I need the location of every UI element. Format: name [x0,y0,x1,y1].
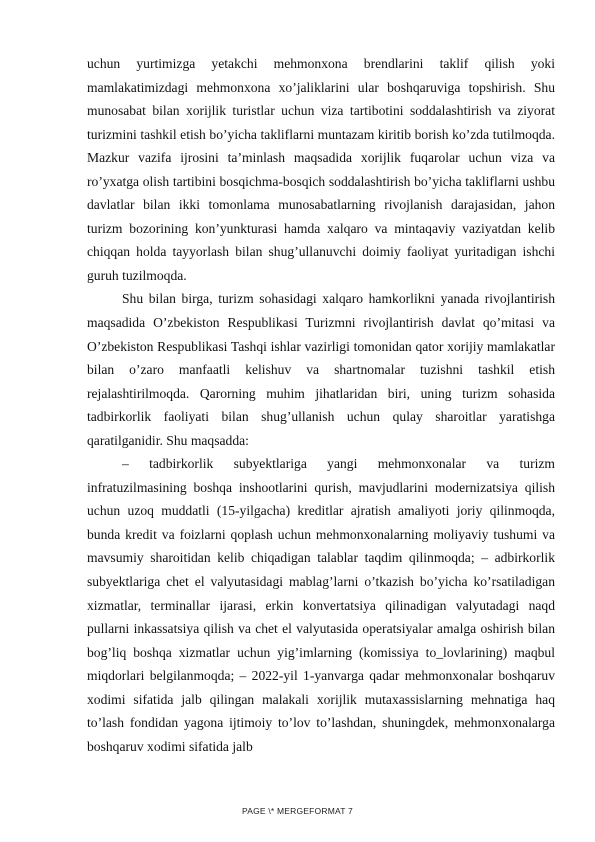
paragraph-2: Shu bilan birga, turizm sohasidagi xalqaro hamkorlikni yanada rivojlantirish maqsadida O’zbekiston Respublikasi Turizmni rivojlantirish davlat qo’mitasi va O’zbekiston Respublikasi Tashqi ishlar vazirligi tomonidan qator xorijiy mamlakatlar bilan o’zaro manfaatli kelishuv va shartnomalar tuzishni tashkil etish rejalashtirilmoqda. Qarorning muhim jihatlaridan biri, uning turizm sohasida tadbirkorlik faoliyati bilan shug’ullanish uchun qulay sharoitlar yaratishga qaratilganidir. Shu maqsadda: [87,291,555,448]
page-footer: PAGE \* MERGEFORMAT 7 [242,806,353,816]
paragraph-1: uchun yurtimizga yetakchi mehmonxona brendlarini taklif qilish yoki mamlakatimizdagi mehmonxona xo’jaliklarini ular boshqaruviga topshirish. Shu munosabat bilan xorijlik turistlar uchun viza tartibotini soddalashtirish va ziyorat turizmini tashkil etish bo’yicha takliflarni muntazam kiritib borish ko’zda tutilmoqda. Mazkur vazifa ijrosini ta’minlash maqsadida xorijlik fuqarolar uchun viza va ro’yxatga olish tartibini bosqichma-bosqich soddalashtirish bo’yicha takliflarni ushbu davlatlar bilan ikki tomonlama munosabatlarning rivojlanish darajasidan, jahon turizm bozorining kon’yunkturasi hamda xalqaro va mintaqaviy vaziyatdan kelib chiqqan holda tayyorlash bilan shug’ullanuvchi doimiy faoliyat yuritadigan ishchi guruh tuzilmoqda. [87,56,555,283]
paragraph-3: – tadbirkorlik subyektlariga yangi mehmonxonalar va turizm infratuzilmasining boshqa inshootlarini qurish, mavjudlarini modernizatsiya qilish uchun uzoq muddatli (15-yilgacha) kreditlar ajratish amaliyoti joriy qilinmoqda, bunda kredit va foizlarni qoplash uchun mehmonxonalarning moliyaviy tushumi va mavsumiy sharoitidan kelib chiqadigan talablar taqdim qilinmoqda; – adbirkorlik subyektlariga chet el valyutasidagi mablag’larni o’tkazish bo’yicha ko’rsatiladigan xizmatlar, terminallar ijarasi, erkin konvertatsiya qilinadigan valyutadagi naqd pullarni inkassatsiya qilish va chet el valyutasida operatsiyalar amalga oshirish bilan bog’liq boshqa xizmatlar uchun yig’imlarning (komissiya to_lovlarining) maqbul miqdorlari belgilanmoqda; – 2022-yil 1-yanvarga qadar mehmonxonalar boshqaruv xodimi sifatida jalb qilingan malakali xorijlik mutaxassislarning mehnatiga haq to’lash fondidan yagona ijtimoiy to’lov to’lashdan, shuningdek, mehmonxonalarga boshqaruv xodimi sifatida jalb [87,456,555,754]
body-text [87,52,555,758]
